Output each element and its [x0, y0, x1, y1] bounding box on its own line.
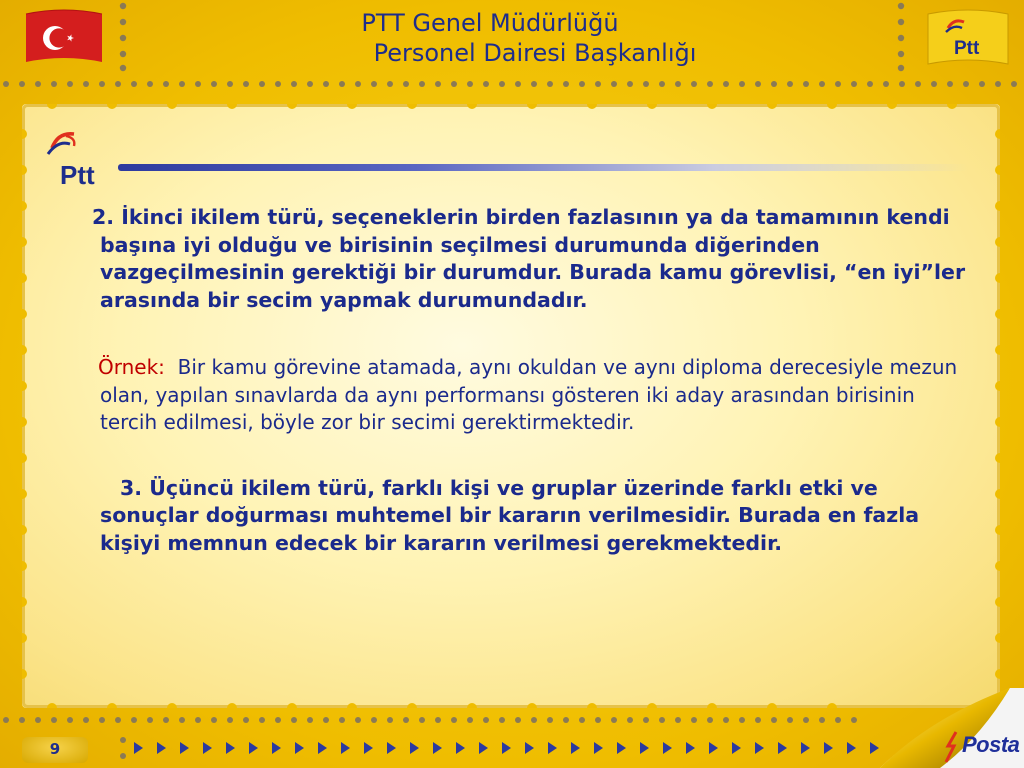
footer-divider — [0, 716, 860, 724]
panel-divider — [118, 164, 968, 171]
paragraph-third-dilemma: 3. Üçüncü ikilem türü, farklı kişi ve gruplar üzerinde farklı etki ve sonuçlar doğurması muhtemel bir kararın verilmesidir. Burada en fazla kişiyi memnun edecek bir kararın verilmesi gerekmektedir. — [100, 475, 920, 555]
title-line-2: Personel Dairesi Başkanlığı — [373, 39, 697, 67]
decorative-dots-left — [118, 0, 128, 72]
paragraph-second-dilemma: 2. İkinci ikilem türü, seçeneklerin birden fazlasının ya da tamamının kendi başına iyi olduğu ve birisinin seçilmesi durumunda diğerinden vazgeçilmesinin gerektiği bir durumdur. Burada kamu görevlisi, “en iyi”ler arasında bir secim yapmak durumundadır. — [92, 205, 966, 312]
ptt-panel-logo-icon — [36, 120, 116, 190]
posta-logo-text: Posta — [962, 732, 1020, 757]
header-divider — [0, 80, 1024, 88]
page-number: 9 — [49, 740, 61, 758]
decorative-dots-right — [896, 0, 906, 72]
example-label: Örnek: — [98, 355, 165, 379]
posta-logo-icon — [942, 730, 962, 764]
page-title — [300, 8, 770, 68]
example-text: Bir kamu görevine atamada, aynı okuldan ve aynı diploma derecesiyle mezun olan, yapılan sınavlarda da aynı performansı gösteren iki aday arasından birisinin tercih edilmesi, böyle zor bir secimi gerektirmektedir. — [100, 355, 958, 434]
ptt-logo-icon — [924, 8, 1012, 70]
svg-text:Ptt: Ptt — [60, 160, 95, 190]
paragraph-example — [86, 354, 976, 437]
turkish-flag-icon — [22, 8, 106, 68]
main-content — [86, 204, 976, 557]
footer-arrows — [134, 740, 894, 756]
svg-text:Ptt: Ptt — [954, 38, 980, 59]
title-line-1: PTT Genel Müdürlüğü — [361, 9, 619, 37]
footer-dots — [118, 732, 128, 768]
